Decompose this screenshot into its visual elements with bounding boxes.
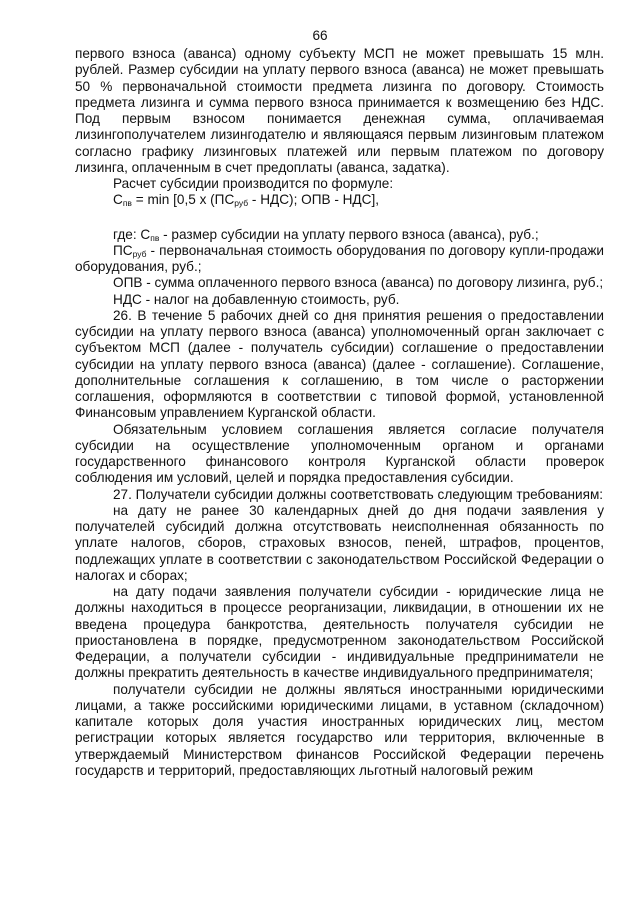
definition-c-prefix: где: С [113, 226, 151, 242]
definition-ps-sub: руб [132, 248, 147, 259]
document-body [75, 46, 604, 779]
paragraph-lease-advance: первого взноса (аванса) одному субъекту МСП не может превышать 15 млн. рублей. Размер субсидии на уплату первого взноса (аванса) не может превышать 50 % первоначальной стоимости предмета лизинга по договору. Стоимость предмета лизинга и сумма первого взноса принимается к возмещению без НДС. Под первым взносом понимается денежная сумма, оплачиваемая лизингополучателем лизингодателю и являющаяся первым лизинговым платежом согласно графику лизинговых платежей или первым платежом по договору лизинга, оплаченным в счет предоплаты (аванса, задатка). [75, 46, 604, 175]
definition-ps [75, 243, 604, 276]
definition-nds: НДС - налог на добавленную стоимость, руб. [113, 291, 400, 307]
formula-c: С [113, 192, 123, 208]
paragraph-27: 27. Получатели субсидии должны соответствовать следующим требованиям: [113, 486, 604, 502]
formula-tail: - НДС); ОПВ - НДС], [248, 192, 380, 208]
requirement-no-reorganization: на дату подачи заявления получатели субсидии - юридические лица не должны находиться в процессе реорганизации, ликвидации, в отношении их не введена процедура банкротства, деятельность получателя субсидии не приостановлена в порядке, предусмотренном законодательством Российской Федерации, а получатели субсидии - индивидуальные предприниматели не должны прекратить деятельность в качестве индивидуального предпринимателя; [75, 584, 604, 681]
formula-c-sub: пв [122, 198, 132, 209]
definition-ps-prefix: ПС [113, 242, 133, 258]
requirement-not-foreign: получатели субсидии не должны являться иностранными юридическими лицами, а также российскими юридическими лицами, в уставном (складочном) капитале которых доля участия иностранных юридических лиц, местом регистрации которых является государство или территория, включенные в утверждаемый Министерством финансов Российской Федерации перечень государств и территорий, предоставляющих льготный налоговый режим [75, 681, 604, 778]
requirement-no-tax-debt: на дату не ранее 30 календарных дней до дня подачи заявления у получателей субсидий должна отсутствовать неисполненная обязанность по уплате налогов, сборов, страховых взносов, пеней, штрафов, процентов, подлежащих уплате в соответствии с законодательством Российской Федерации о налогах и сборах; [75, 502, 604, 583]
definition-c-text: - размер субсидии на уплату первого взноса (аванса), руб.; [159, 226, 539, 242]
paragraph-mandatory-condition: Обязательным условием соглашения является согласие получателя субсидии на осуществление уполномоченным органом и органами государственного финансового контроля Курганской области проверок соблюдения им условий, целей и порядка предоставления субсидии. [75, 421, 604, 486]
paragraph-calc-intro: Расчет субсидии производится по формуле: [113, 176, 394, 191]
definition-opv: ОПВ - сумма оплаченного первого взноса (аванса) по договору лизинга, руб.; [113, 275, 604, 291]
definition-c [75, 227, 604, 243]
definition-ps-text: - первоначальная стоимость оборудования по договору купли-продажи оборудования, руб.; [75, 242, 604, 274]
formula [75, 192, 604, 208]
formula-mid: = min [0,5 х (ПС [131, 192, 235, 208]
formula-ps-sub: руб [234, 198, 249, 209]
definition-c-sub: пв [150, 232, 160, 243]
blank-line [75, 209, 604, 227]
page-number: 66 [312, 28, 328, 43]
paragraph-26: 26. В течение 5 рабочих дней со дня принятия решения о предоставлении субсидии на уплату первого взноса (аванса) уполномоченный орган заключает с субъектом МСП (далее - получатель субсидии) соглашение о предоставлении субсидии на уплату первого взноса (аванса) (далее - соглашение). Соглашение, дополнительные соглашения к соглашению, в том числе о расторжении соглашения, оформляются в соответствии с типовой формой, установленной Финансовым управлением Курганской области. [75, 307, 604, 421]
